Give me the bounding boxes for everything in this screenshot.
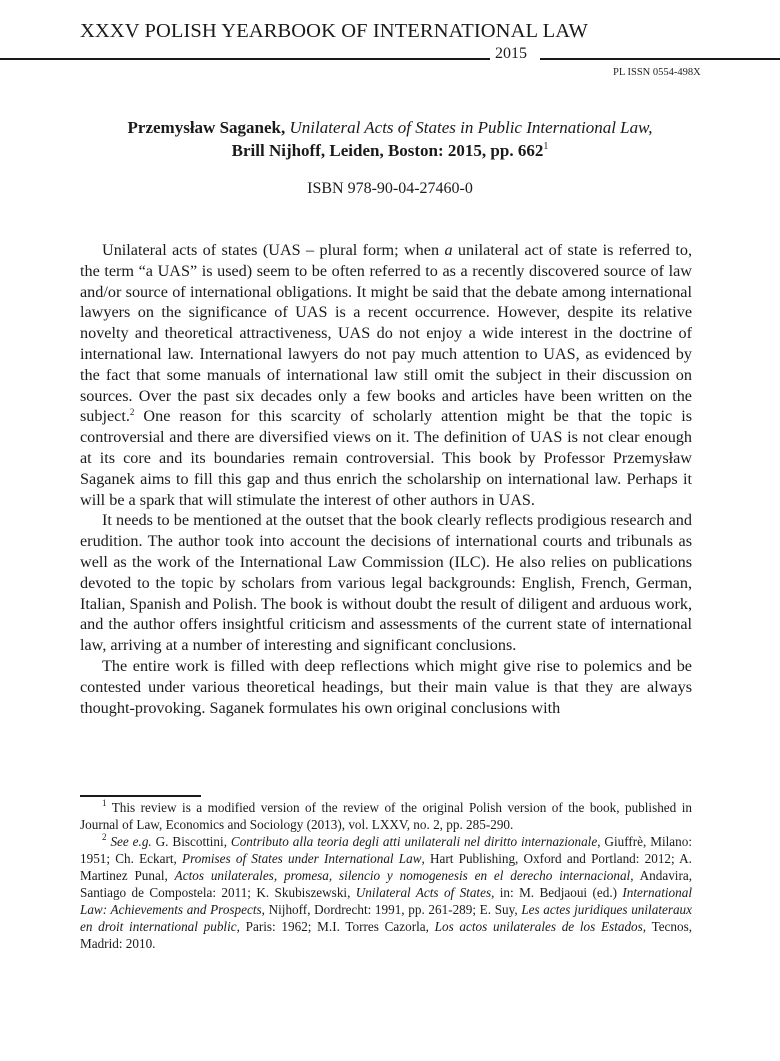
footnote-number: 2 bbox=[102, 832, 107, 842]
italic-text: Les actes juridiques unilateraux en droit international public bbox=[80, 902, 693, 934]
issn-label: PL ISSN 0554-498X bbox=[613, 67, 701, 78]
body-paragraph bbox=[80, 240, 692, 510]
review-title-line-2 bbox=[60, 139, 720, 162]
footnote bbox=[80, 833, 692, 952]
review-title-block bbox=[60, 116, 720, 162]
text-run: This review is a modified version of the review of the original Polish version of the book, published in Journal of Law, Economics and Sociology (2013), vol. LXXV, no. 2, pp. 285-290. bbox=[80, 800, 692, 832]
text-run: It needs to be mentioned at the outset that the book clearly reflects prodigious research and erudition. The author took into account the decisions of international courts and tribunals as well as the work of the International Law Commission (ILC). He also relies on publications devoted to the topic by scholars from various legal backgrounds: English, French, German, Italian, Spanish and Polish. The book is without doubt the result of diligent and arduous work, and the author offers insightful criticism and assessments of the current state of international law, arriving at a number of interesting and significant conclusions. bbox=[80, 511, 692, 655]
header-rule-right bbox=[540, 58, 780, 60]
text-run: , Tecnos, Madrid: 2010. bbox=[80, 919, 693, 951]
header-rule-left bbox=[0, 58, 490, 60]
text-run: , Paris: 1962; M.I. Torres Cazorla, bbox=[236, 919, 435, 934]
body-text bbox=[80, 240, 692, 718]
isbn: ISBN 978-90-04-27460-0 bbox=[307, 180, 473, 197]
italic-text: a bbox=[444, 241, 453, 259]
text-run: , Nijhoff, Dordrecht: 1991, pp. 261-289; E. Suy, bbox=[261, 902, 522, 917]
footnotes bbox=[80, 799, 692, 952]
body-paragraph bbox=[80, 656, 692, 718]
text-run: unilateral act of state is referred to, the term “a UAS” is used) seem to be often referred to as a recently discovered source of law and/or source of international obligations. It might be said that the debate among international lawyers on the significance of UAS is a recent occurrence. However, despite its relative novelty and theoretical attractiveness, UAS do not enjoy a wide interest in the doctrine of international law. International lawyers do not pay much attention to UAS, as evidenced by the fact that some manuals of international law still omit the subject in their discussion on sources. Over the past six decades only a few books and articles have been written on the subject. bbox=[80, 241, 692, 426]
review-book-title: Unilateral Acts of States in Public International Law, bbox=[289, 118, 653, 137]
footnote-number: 1 bbox=[102, 798, 107, 808]
review-author: Przemysław Saganek, bbox=[127, 118, 286, 137]
text-run: , in: M. Bedjaoui (ed.) bbox=[491, 885, 623, 900]
header-year: 2015 bbox=[495, 45, 527, 62]
text-run: , Giuffrè, Milano: 1951; Ch. Eckart, bbox=[80, 834, 692, 866]
italic-text: Promises of States under International Law bbox=[182, 851, 422, 866]
italic-text: Los actos unilaterales de los Estados bbox=[434, 919, 643, 934]
italic-text: Unilateral Acts of States bbox=[355, 885, 492, 900]
review-publication: Brill Nijhoff, Leiden, Boston: 2015, pp. 662 bbox=[231, 141, 544, 160]
text-run: G. Biscottini, bbox=[151, 834, 231, 849]
text-run: , Andavira, Santiago de Compostela: 2011; K. Skubiszewski, bbox=[80, 868, 693, 900]
body-paragraph bbox=[80, 510, 692, 656]
footnote-separator bbox=[80, 795, 201, 797]
footnote-ref-1[interactable]: 1 bbox=[543, 141, 549, 152]
review-title-line-1 bbox=[60, 116, 720, 139]
text-run: The entire work is filled with deep reflections which might give rise to polemics and be contested under various theoretical headings, but their main value is that they are always thought-provoking. Saganek formulates his own original conclusions with bbox=[80, 656, 692, 717]
footnote bbox=[80, 799, 692, 833]
running-head: XXXV POLISH YEARBOOK OF INTERNATIONAL LAW bbox=[80, 20, 588, 42]
italic-text: Contributo alla teoria degli atti unilaterali nel diritto internazionale bbox=[230, 834, 598, 849]
italic-text: International Law: Achievements and Prospects bbox=[80, 885, 692, 917]
text-run: Unilateral acts of states (UAS – plural form; when bbox=[102, 241, 445, 259]
footnote-ref[interactable]: 2 bbox=[129, 407, 135, 418]
text-run: , Hart Publishing, Oxford and Portland: 2012; A. Martinez Punal, bbox=[80, 851, 692, 883]
italic-text: Actos unilaterales, promesa, silencio y nomogenesis en el derecho internacional bbox=[174, 868, 631, 883]
italic-text: See e.g. bbox=[110, 834, 152, 849]
text-run: One reason for this scarcity of scholarly attention might be that the topic is controversial and there are diversified views on it. The definition of UAS is not clear enough at its core and its boundaries remain controversial. This book by Professor Przemysław Saganek aims to fill this gap and thus enrich the scholarship on international law. Perhaps it will be a spark that will stimulate the interest of other authors in UAS. bbox=[80, 407, 692, 509]
